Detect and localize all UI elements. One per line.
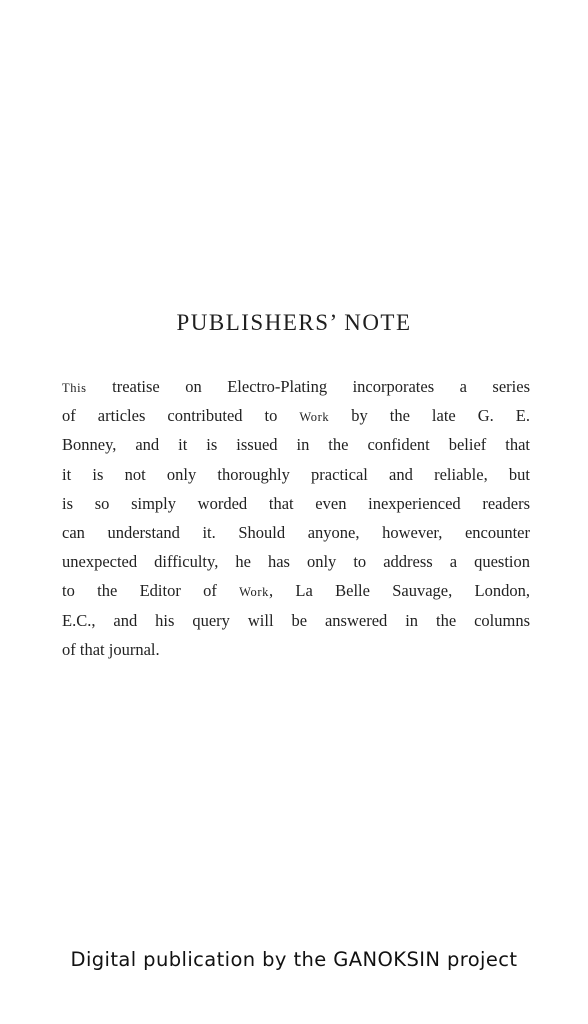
text-segment: to the Editor of: [62, 581, 240, 601]
text-line: it is not only thoroughly practical and reliable, but: [62, 464, 530, 484]
footer-credit: Digital publication by the GANOKSIN project: [70, 948, 518, 971]
text-segment: treatise on Electro-Plating incorporates a series: [86, 377, 530, 396]
text-line: is so simply worded that even inexperienced readers: [62, 493, 530, 513]
text-line: E.C., and his query will be answered in the columns: [62, 610, 530, 630]
text-segment: of articles contributed to: [62, 406, 300, 426]
small-caps-work: Work: [299, 410, 330, 425]
text-line: [62, 401, 530, 430]
text-line: of that journal.: [62, 639, 160, 659]
text-line: [62, 372, 530, 401]
small-caps-lead: This: [62, 381, 87, 395]
text-line: [62, 576, 530, 605]
small-caps-work: Work: [239, 585, 270, 600]
publishers-note-paragraph: [62, 372, 530, 664]
text-line: can understand it. Should anyone, however, encounter: [62, 522, 530, 542]
text-segment: , La Belle Sauvage, London,: [269, 581, 530, 601]
page-title: PUBLISHERS’ NOTE: [176, 310, 412, 335]
text-line: unexpected difficulty, he has only to address a question: [62, 552, 530, 572]
text-line: Bonney, and it is issued in the confident belief that: [62, 435, 530, 455]
text-segment: by the late G. E.: [329, 406, 531, 426]
